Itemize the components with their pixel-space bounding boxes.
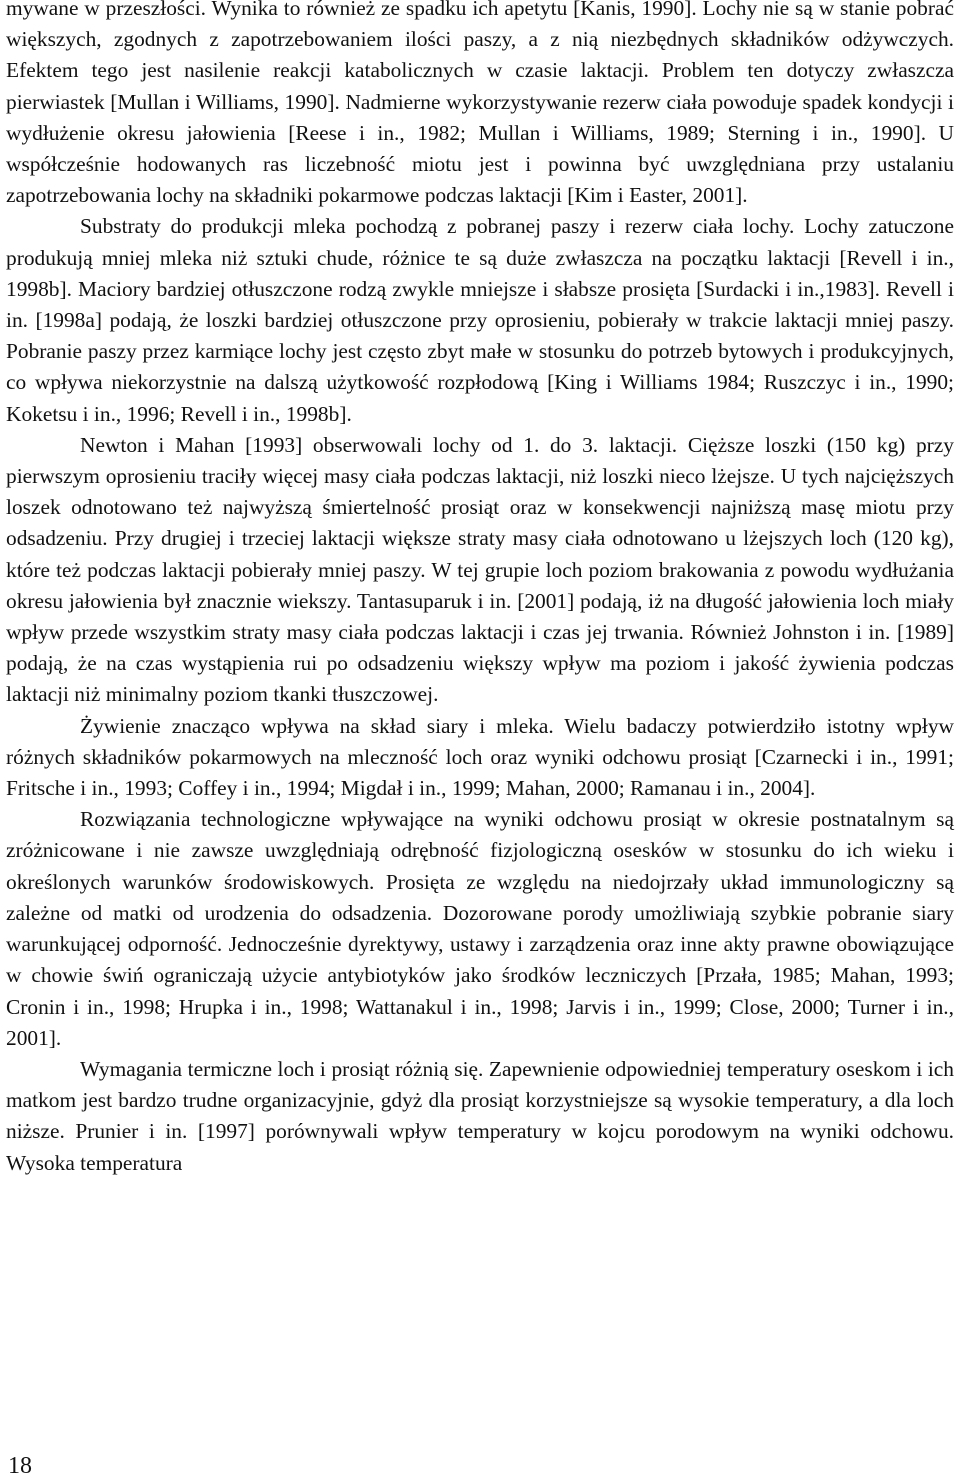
paragraph-5: Rozwiązania technologiczne wpływające na wyniki odchowu prosiąt w okresie postnatalnym są zróżnicowane i nie zawsze uwzględniają odrębność fizjologiczną osesków w stosunku do ich wieku i określonych warunków środowiskowych. Prosięta ze względu na niedojrzały układ immunologiczny są zależne od matki od urodzenia do odsadzenia. Dozorowane porody umożliwiają szybkie pobranie siary warunkującej odporność. Jednocześnie dyrektywy, ustawy i zarządzenia oraz inne akty prawne obowiązujące w chowie świń ograniczają użycie antybiotyków jako środków leczniczych [Przała, 1985; Mahan, 1993; Cronin i in., 1998; Hrupka i in., 1998; Wattanakul i in., 1998; Jarvis i in., 1999; Close, 2000; Turner i in., 2001]. bbox=[6, 807, 954, 1050]
paragraph-4: Żywienie znacząco wpływa na skład siary i mleka. Wielu badaczy potwierdziło istotny wpływ różnych składników pokarmowych na mleczność loch oraz wyniki odchowu prosiąt [Czarnecki i in., 1991; Fritsche i in., 1993; Coffey i in., 1994; Migdał i in., 1999; Mahan, 2000; Ramanau i in., 2004]. bbox=[6, 713, 954, 801]
paragraph-1: mywane w przeszłości. Wynika to również ze spadku ich apetytu [Kanis, 1990]. Lochy nie są w stanie pobrać większych, zgodnych z zapotrzebowaniem ilości paszy, a z nią niezbędnych składników odżywczych. Efektem tego jest nasilenie reakcji katabolicznych w czasie laktacji. Problem ten dotyczy zwłaszcza pierwiastek [Mullan i Williams, 1990]. Nadmierne wykorzystywanie rezerw ciała powoduje spadek kondycji i wydłużenie okresu jałowienia [Reese i in., 1982; Mullan i Williams, 1989; Sterning i in., 1990]. U współcześnie hodowanych ras liczebność miotu jest i powinna być uwzględniana przy ustalaniu zapotrzebowania lochy na składniki pokarmowe podczas laktacji [Kim i Easter, 2001]. bbox=[6, 0, 954, 208]
body-text bbox=[6, 0, 954, 1179]
paragraph-6: Wymagania termiczne loch i prosiąt różnią się. Zapewnienie odpowiedniej temperatury oseskom i ich matkom jest bardzo trudne organizacyjnie, gdyż dla prosiąt korzystniejsze są wysokie temperatury, a dla loch niższe. Prunier i in. [1997] porównywali wpływ temperatury w kojcu porodowym na wyniki odchowu. Wysoka temperatura bbox=[6, 1056, 954, 1175]
page-number: 18 bbox=[8, 1453, 32, 1479]
paragraph-2: Substraty do produkcji mleka pochodzą z pobranej paszy i rezerw ciała lochy. Lochy zatuczone produkują mniej mleka niż sztuki chude, różnice te są duże zwłaszcza na początku laktacji [Revell i in., 1998b]. Maciory bardziej otłuszczone rodzą zwykle mniejsze i słabsze prosięta [Surdacki i in.,1983]. Revell i in. [1998a] podają, że loszki bardziej otłuszczone przy oprosieniu, pobierały w trakcie laktacji mniej paszy. Pobranie paszy przez karmiące lochy jest często zbyt małe w stosunku do potrzeb bytowych i produkcyjnych, co wpływa niekorzystnie na dalszą użytkowość rozpłodową [King i Williams 1984; Ruszczyc i in., 1990; Koketsu i in., 1996; Revell i in., 1998b]. bbox=[6, 214, 954, 426]
paragraph-3: Newton i Mahan [1993] obserwowali lochy od 1. do 3. laktacji. Cięższe loszki (150 kg) przy pierwszym oprosieniu traciły więcej masy ciała podczas laktacji, niż loszki nieco lżejsze. U tych najcięższych loszek odnotowano też najwyższą śmiertelność prosiąt oraz w konsekwencji najniższą masę miotu przy odsadzeniu. Przy drugiej i trzeciej laktacji większe straty masy ciała odnotowano u lżejszych loch (120 kg), które też podczas laktacji pobierały mniej paszy. W tej grupie loch poziom brakowania z powodu wydłużania okresu jałowienia był znacznie wiekszy. Tantasuparuk i in. [2001] podają, iż na długość jałowienia loch miały wpływ przede wszystkim straty masy ciała podczas laktacji i czas jej trwania. Również Johnston i in. [1989] podają, że na czas wystąpienia rui po odsadzeniu większy wpływ ma poziom i jakość żywienia podczas laktacji niż minimalny poziom tkanki tłuszczowej. bbox=[6, 432, 954, 707]
